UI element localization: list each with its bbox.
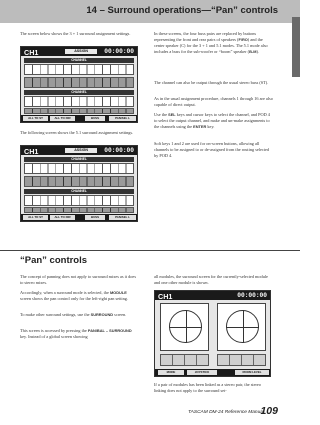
body-paragraph: As in the usual assignment procedure, channels 1 through 16 are also capable of direct output.	[154, 96, 273, 108]
assign-row	[24, 64, 134, 75]
channel-indicator: CH1	[24, 47, 39, 57]
crosshair-v	[243, 310, 244, 343]
assign-row	[24, 108, 134, 114]
softkey-all-to-st[interactable]: ALL TO ST	[23, 215, 48, 220]
surround-panel-right	[217, 303, 266, 351]
screen-surround	[154, 290, 271, 377]
surround-panel-left	[160, 303, 209, 351]
pan-paragraph: This screen is accessed by pressing the PAN/BAL – SURROUND key. Instead of a global screen showing	[20, 328, 132, 340]
channel-bar: CHANNEL	[24, 58, 134, 63]
intro-paragraph-5-1: The following screen shows the 5.1 surround assignment settings.	[20, 130, 134, 135]
screen-assign-3-1	[20, 46, 138, 123]
manual-footer: TASCAM DM-24 Reference Manual	[188, 410, 264, 415]
assign-row	[24, 77, 134, 88]
thumb-index-tab	[292, 17, 300, 77]
softkey-all-to-dir[interactable]: ALL TO DIR	[50, 116, 75, 121]
body-paragraph: In these screens, the four buss pairs are replaced by buttons representing the front and rear pairs of speakers (F/RO) and the center speaker (C) for the 3 + 1 and 5.1 modes. The 5.1 mode also includes a buss for the sub-woofer or “boom” speaker (B-M).	[154, 31, 268, 55]
channel-bar: CHANNEL	[24, 157, 134, 162]
crosshair-v	[186, 310, 187, 343]
page-number: 109	[260, 405, 278, 417]
assign-row	[24, 163, 134, 174]
assign-row	[24, 195, 134, 206]
screen-title: ASSIGN	[65, 49, 97, 55]
timecode-display: 00:00:00	[104, 147, 134, 154]
assign-row	[24, 96, 134, 107]
pan-paragraph: all modules, the surround screen for the currently-selected module and one other module is shown.	[154, 274, 268, 286]
assign-row	[24, 176, 134, 187]
softkey-room-level[interactable]: ROOM LEVEL	[235, 370, 269, 375]
pan-paragraph: Accordingly, when a surround mode is selected, the MODULE screen shows the pan control only for the left-right pan setting.	[20, 290, 128, 302]
section-divider	[0, 250, 300, 251]
body-paragraph: Soft keys 1 and 2 are used for on-screen buttons, allowing all channels to be assigned to or de-assigned from the routing selected by POD 4.	[154, 141, 270, 159]
body-paragraph: Use the SEL keys and cursor keys to select the channel, and POD 4 to select the output channel, and make and un-make assignments to the channels using the ENTER key.	[154, 112, 270, 130]
softkey-pan-sel[interactable]: PAN/SEL L	[109, 215, 136, 220]
pan-paragraph: The concept of panning does not apply to surround mixes as it does to stereo mixes.	[20, 274, 136, 286]
body-paragraph: The channel can also be output through the usual stereo buss (ST).	[154, 80, 269, 85]
channel-indicator: CH1	[24, 146, 39, 156]
screen-assign-5-1	[20, 145, 138, 222]
pan-knob-row	[160, 354, 209, 366]
section-title: “Pan” controls	[20, 255, 88, 266]
channel-bar: CHANNEL	[24, 189, 134, 194]
softkey-buss[interactable]: BUSS	[85, 116, 105, 121]
page-header-title: 14 – Surround operations—“Pan” controls	[86, 5, 278, 16]
timecode-display: 00:00:00	[237, 292, 267, 299]
intro-paragraph-3-1: The screen below shows the 3 + 1 surround assignment settings.	[20, 31, 131, 36]
channel-bar: CHANNEL	[24, 90, 134, 95]
screen-title: ASSIGN	[65, 148, 97, 154]
pan-knob-row	[217, 354, 266, 366]
channel-indicator: CH1	[158, 291, 173, 301]
softkey-all-to-dir[interactable]: ALL TO DIR	[50, 215, 75, 220]
timecode-display: 00:00:00	[104, 48, 134, 55]
pan-paragraph: If a pair of modules has been linked as a stereo pair, the stereo linking does not apply to the surround set-	[154, 382, 261, 394]
softkey-pan-sel[interactable]: PAN/SEL L	[109, 116, 136, 121]
softkey-buss[interactable]: BUSS	[85, 215, 105, 220]
softkey-all-to-st[interactable]: ALL TO ST	[23, 116, 48, 121]
assign-row	[24, 207, 134, 213]
softkey-mode[interactable]: MODE	[158, 370, 184, 375]
softkey-joystick[interactable]: JOYSTICK	[187, 370, 217, 375]
pan-paragraph: To make other surround settings, use the SURROUND screen.	[20, 312, 127, 317]
